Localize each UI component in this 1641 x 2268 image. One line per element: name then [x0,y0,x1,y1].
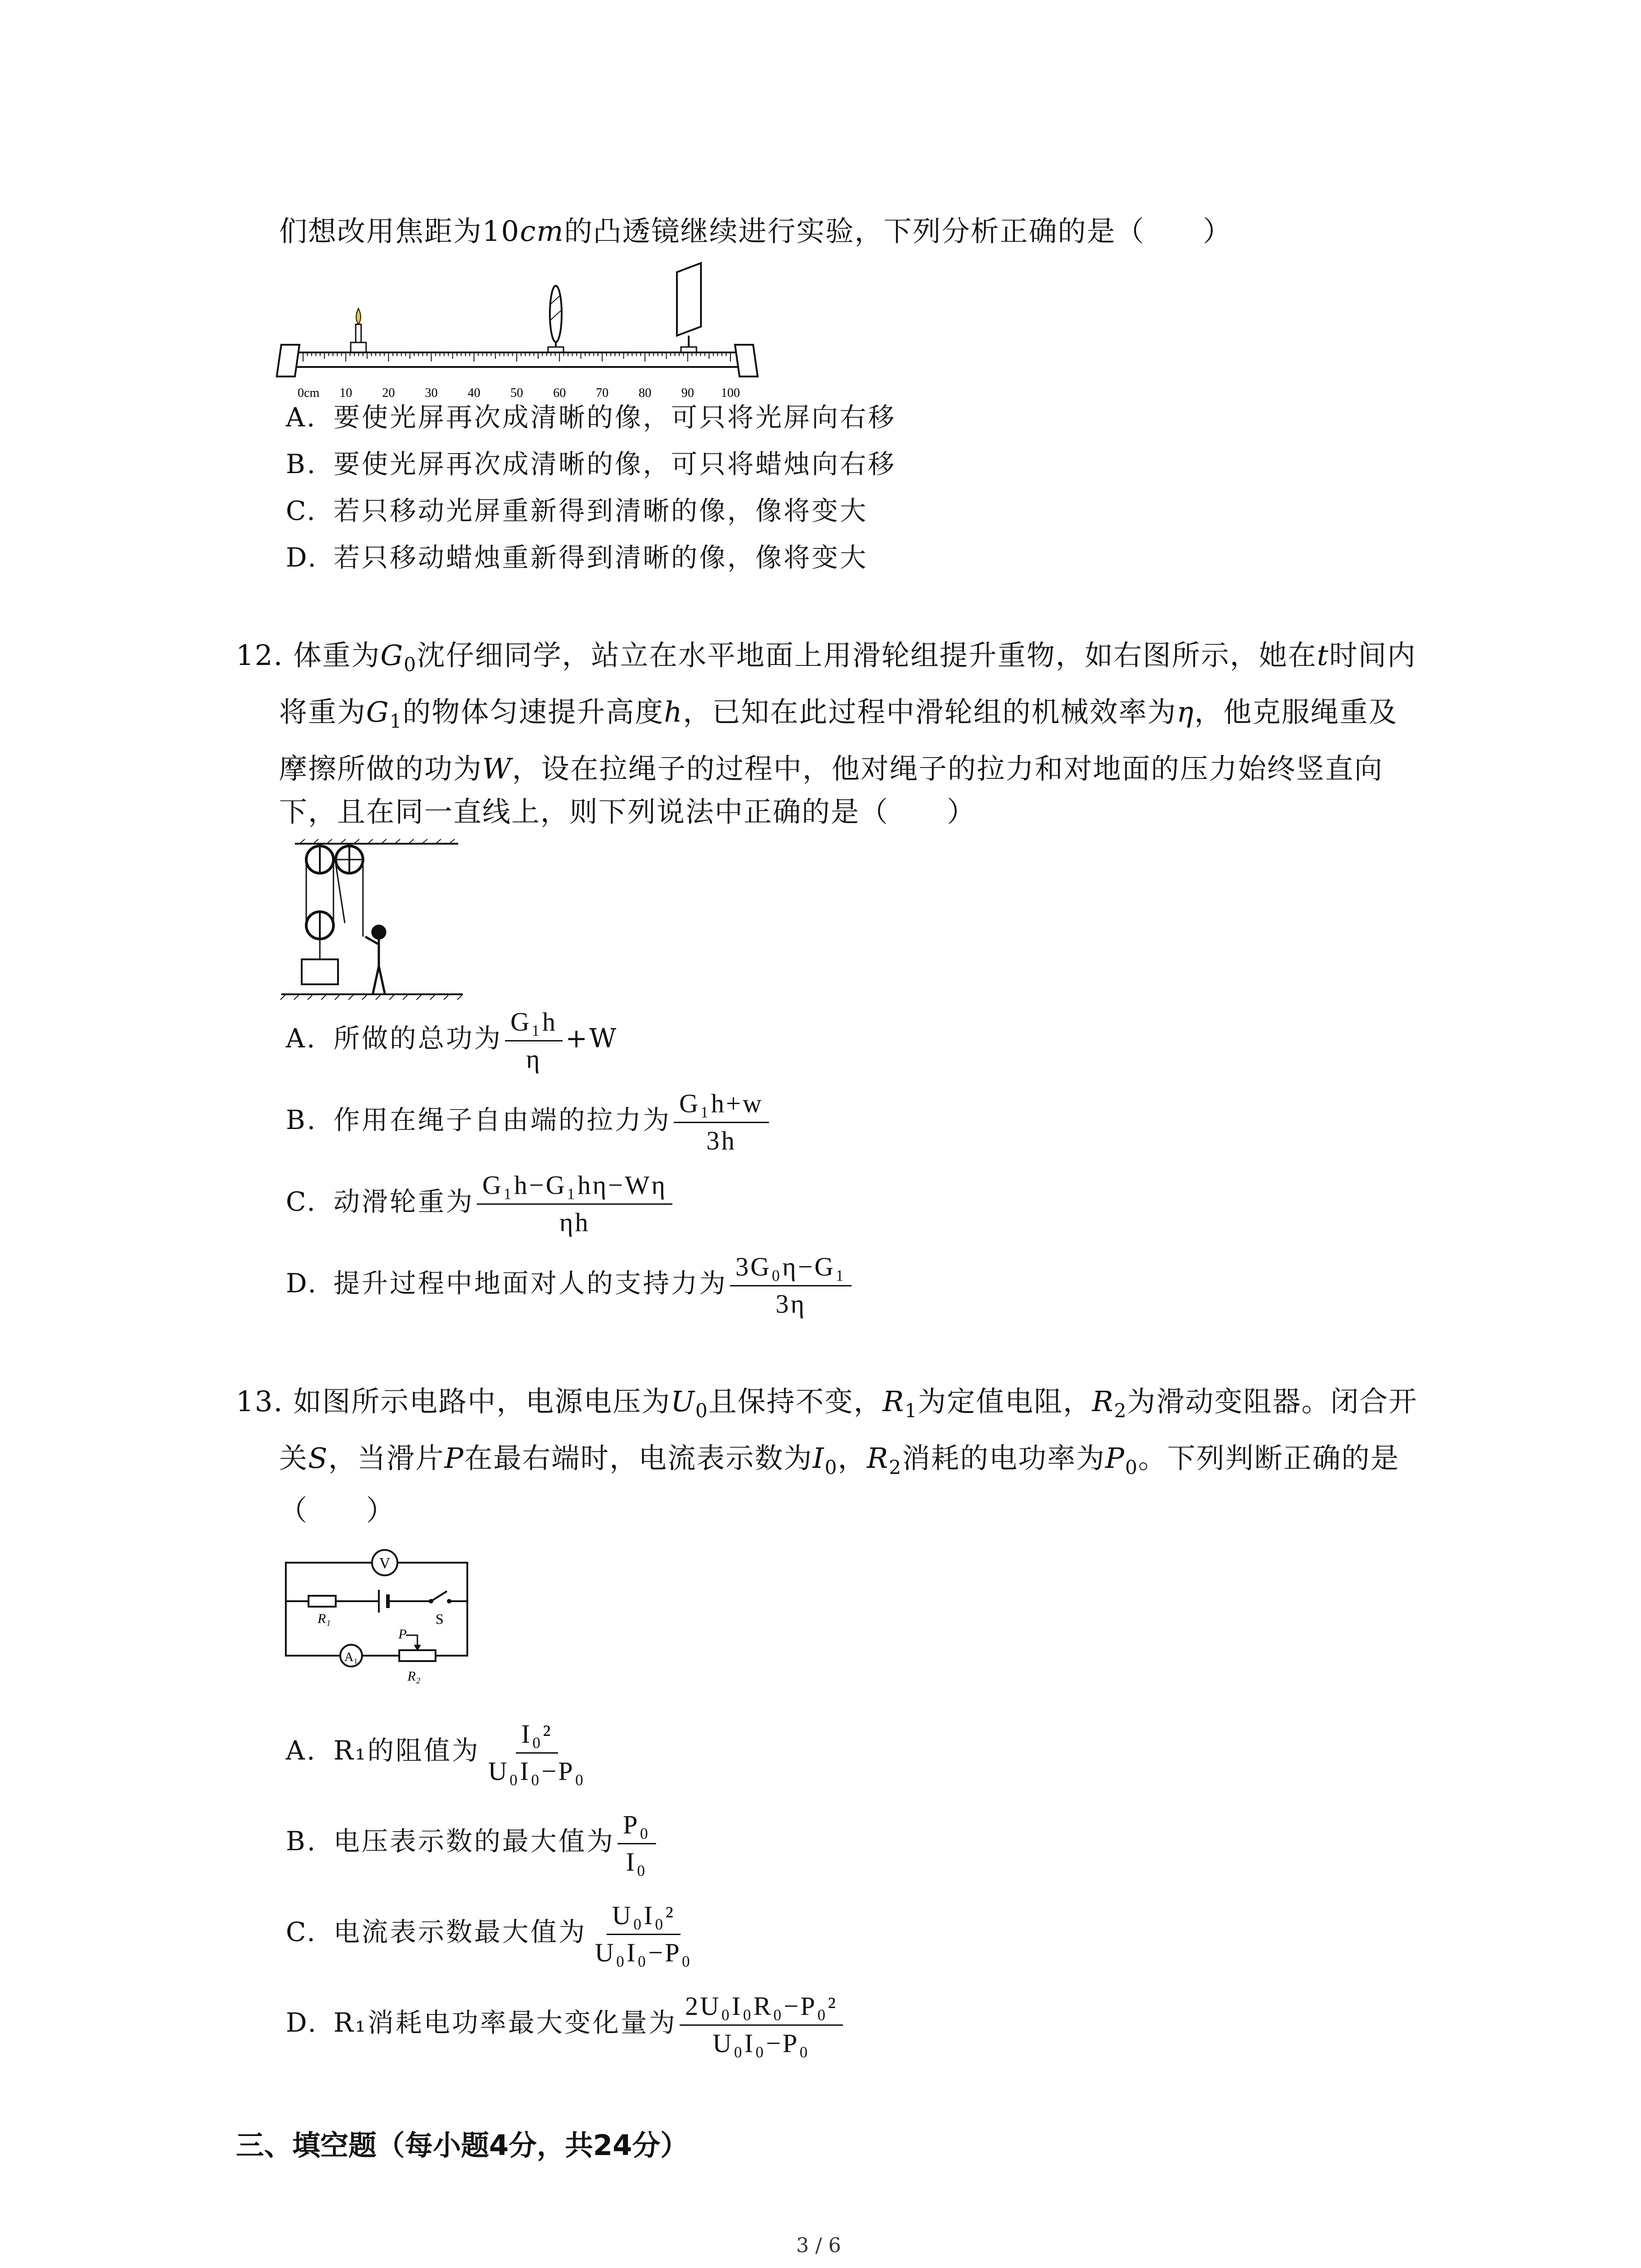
q12-option-d[interactable]: D. 提升过程中地面对人的支持力为 $\frac{\text{3G₀η−G₁}}{3\eta}$ [286,1252,854,1319]
load-box [302,959,338,984]
q11-stem-line [279,213,1232,249]
q13-stem-line-1: 13. 如图所示电路中，电源电压为$U_0$且保持不变，$R_1$为定值电阻，$R_2$为滑动变阻器。闭合开 [236,1385,1418,1422]
ruler-labels [298,386,740,400]
circuit-figure [281,1542,472,1687]
q11-stem-rest: 的凸透镜继续进行实验，下列分析正确的是（ ） [564,215,1232,248]
convex-lens [550,286,562,342]
q12-stem-line-3: 摩擦所做的功为W，设在拉绳子的过程中，他对绳子的拉力和对地面的压力始终竖直向 [279,752,1383,785]
q11-option-d[interactable]: D. 若只移动蜡烛重新得到清晰的像，像将变大 [286,542,868,573]
q12-option-b[interactable]: B. 作用在绳子自由端的拉力为 $\frac{\text{G₁h+w}}{3h}$ [286,1089,772,1156]
ruler-label: 40 [467,386,480,400]
q12-c-fraction: $\frac{\text{G₁h−G₁hη−Wη}}{\eta h}$ [477,1170,672,1237]
switch [431,1591,447,1601]
r1-label: R₁ [318,1611,331,1626]
slider-label: P [398,1627,407,1642]
q13-stem-line-2: 关S，当滑片P在最右端时，电流表示数为$I_0$，$R_2$消耗的电功率为$P_0$。下列判断正确的是 [279,1442,1400,1479]
q12-stem-line-2: 将重为$G_1$的物体匀速提升高度h，已知在此过程中滑轮组的机械效率为η，他克服绳重及 [279,695,1398,733]
q12-stem-line-4: 下，且在同一直线上，则下列说法中正确的是（ ） [279,795,976,828]
q12-number: 12. [236,639,284,672]
q13-b-fraction: $\frac{\text{P₀}}{\text{I₀}}$ [617,1810,656,1877]
q11-unit: cm [519,215,564,248]
ruler-label: 90 [681,386,694,400]
q13-stem-line-3: （ ） [279,1494,396,1527]
resistor-r1 [309,1596,336,1607]
q13-d-fraction: $\frac{\text{2U₀I₀R₀−P₀²}}{\text{U₀I₀−P₀}}$ [680,1991,843,2058]
person-figure [365,926,385,993]
q13-option-d[interactable]: D. R₁消耗电功率最大变化量为 $\frac{\text{2U₀I₀R₀−P₀²}}{\text{U₀I₀−P₀}}$ [286,1991,846,2058]
q13-option-a[interactable]: A. R₁的阻值为 $\frac{\text{I₀²}}{\text{U₀I₀−P₀}}$ [286,1719,594,1786]
ruler-label: 100 [721,386,740,400]
section-heading: 三、填空题（每小题4分，共24分） [236,2129,689,2162]
q11-option-a[interactable]: A. 要使光屏再次成清晰的像，可只将光屏向右移 [286,402,896,433]
candle-flame [356,308,361,324]
q12-option-c[interactable]: C. 动滑轮重为 $\frac{\text{G₁h−G₁hη−Wη}}{\eta h}$ [286,1170,675,1237]
ruler-label: 20 [382,386,395,400]
voltmeter-label: V [379,1555,391,1572]
ammeter-label: A₁ [344,1650,358,1664]
q12-b-fraction: $\frac{\text{G₁h+w}}{3h}$ [674,1089,769,1156]
q11-stem-tail: 们想改用焦距为10 [279,215,520,248]
ruler-label: 30 [425,386,438,400]
q12-a-fraction: $\frac{\text{G₁h}}{\eta}$ [505,1007,563,1074]
q13-option-b[interactable]: B. 电压表示数的最大值为 $\frac{\text{P₀}}{\text{I₀}}$ [286,1810,659,1877]
q11-option-c[interactable]: C. 若只移动光屏重新得到清晰的像，像将变大 [286,495,868,526]
q13-option-c[interactable]: C. 电流表示数最大值为 $\frac{\text{U₀I₀²}}{\text{U₀I₀−P₀}}$ [286,1901,700,1968]
q13-c-fraction: $\frac{\text{U₀I₀²}}{\text{U₀I₀−P₀}}$ [595,1901,692,1967]
q11-option-b[interactable]: B. 要使光屏再次成清晰的像，可只将蜡烛向右移 [286,449,896,479]
resistor-r2 [399,1650,436,1661]
ruler-label: 0cm [298,386,320,400]
ruler-label: 80 [638,386,652,400]
light-screen [677,263,701,336]
q12-d-fraction: $\frac{\text{3G₀η−G₁}}{3\eta}$ [730,1252,852,1319]
optical-bench-figure [277,263,758,399]
r2-label: R₂ [407,1669,421,1684]
page-number: 3 / 6 [796,2234,841,2257]
q12-stem-line-1: 12. 体重为$G_0$沈仔细同学，站立在水平地面上用滑轮组提升重物，如右图所示，她在t时间内 [236,639,1416,676]
ruler-label: 10 [339,386,353,400]
pulley-figure [277,839,467,1012]
q13-number: 13. [236,1385,284,1418]
ruler-label: 50 [510,386,523,400]
switch-label: S [436,1611,444,1627]
ruler-label: 70 [596,386,609,400]
q13-a-fraction: $\frac{\text{I₀²}}{\text{U₀I₀−P₀}}$ [488,1719,586,1786]
ruler-label: 60 [553,386,566,400]
candle [356,324,361,342]
q12-option-a[interactable]: A. 所做的总功为 $\frac{\text{G₁h}}{\eta}$ +W [286,1007,618,1074]
